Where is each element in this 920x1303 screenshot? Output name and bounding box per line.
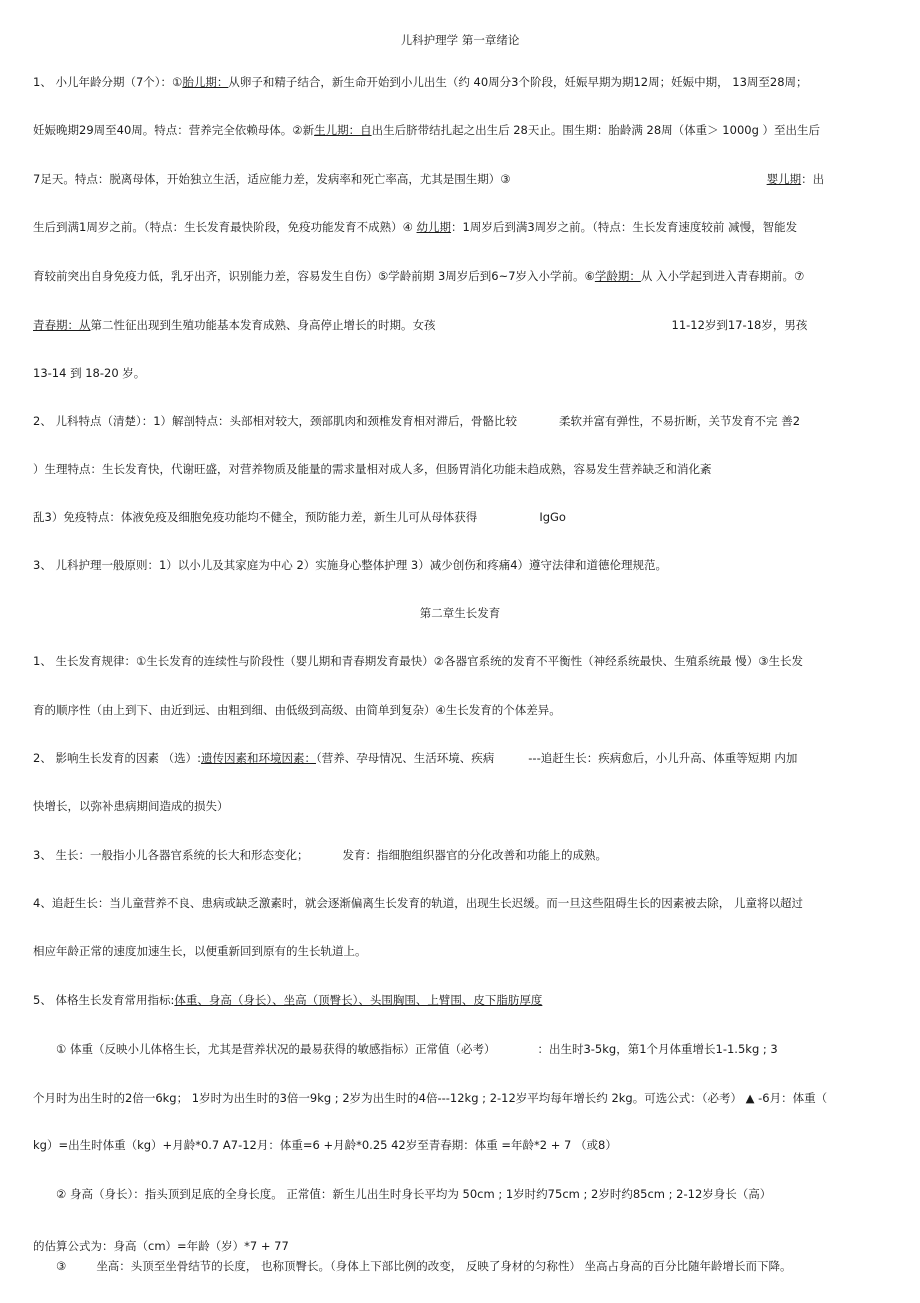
paragraph-line [33, 847, 607, 863]
paragraph-line: ② 身高（身长）：指头顶到足底的全身长度。 正常值：新生儿出生时身长平均为 50cm ; 1岁时约75cm ; 2岁时约85cm ; 2-12岁身长（高） [56, 1187, 772, 1201]
paragraph-line: 13-14 到 18-20 岁。 [33, 366, 146, 380]
text: 柔软并富有弹性，不易折断，关节发育不完 善2 [559, 414, 801, 428]
text: 生后到满1周岁之前。（特点：生长发育最快阶段，免疫功能发育不成熟）④ [33, 220, 417, 234]
text: 7足天。特点：脱离母体，开始独立生活，适应能力差，发病率和死亡率高，尤其是围生期）③ [33, 172, 511, 186]
paragraph-line [56, 1258, 792, 1274]
text: IgGo [539, 510, 566, 524]
paragraph-line [33, 992, 542, 1008]
term-adolescence: 青春期：从 [33, 318, 91, 332]
paragraph-line [56, 1041, 778, 1057]
text: 发育：指细胞组织器官的分化改善和功能上的成熟。 [342, 848, 607, 862]
text: 妊娠晚期29周至40周。特点：营养完全依赖母体。②新 [33, 123, 315, 137]
text: （营养、孕母情况、生活环境、疾病 [316, 751, 495, 765]
paragraph-line: 1、 生长发育规律：①生长发育的连续性与阶段性（婴儿期和青春期发育最快）②各器官系统的发育不平衡性（神经系统最快、生殖系统最 慢）③生长发 [33, 654, 804, 668]
text: ：出生时3-5kg，第1个月体重增长1-1.5kg ; 3 [537, 1042, 778, 1056]
text: 1、 小儿年龄分期（7个）：① [33, 75, 183, 89]
term-infancy: 婴儿期 [766, 172, 802, 186]
paragraph-line: kg）=出生时体重（kg）+月龄*0.7 A7-12月：体重=6 +月龄*0.25 42岁至青春期：体重 =年龄*2 + 7 （或8） [33, 1138, 617, 1152]
text: ---追赶生长：疾病愈后，小儿升高、体重等短期 内加 [528, 751, 798, 765]
paragraph-line [33, 509, 566, 525]
text: 3、 生长：一般指小儿各器官系统的长大和形态变化； [33, 848, 309, 862]
paragraph-line: 3、 儿科护理一般原则：1）以小儿及其家庭为中心 2）实施身心整体护理 3）减少创伤和疼痛4）遵守法律和道德伦理规范。 [33, 558, 668, 572]
text: 育较前突出自身免疫力低，乳牙出齐，识别能力差，容易发生自伤）⑤学龄前期 3周岁后到6~7岁入小学前。⑥ [33, 269, 595, 283]
term-neonatal-period: 生儿期：自 [314, 123, 372, 137]
paragraph-line [33, 122, 820, 138]
text: 从 入小学起到进入青春期前。⑦ [640, 269, 805, 283]
text: 出生后脐带结扎起之出生后 28天止。围生期：胎龄满 28周（体重＞ 1000g ）至出生后 [371, 123, 821, 137]
paragraph-line [33, 413, 800, 429]
paragraph-line: 育的顺序性（由上到下、由近到远、由粗到细、由低级到高级、由简单到复杂）④生长发育的个体差异。 [33, 703, 561, 717]
text: 2、 影响生长发育的因素 （选）: [33, 751, 202, 765]
paragraph-line [33, 171, 824, 187]
text: 第二性征出现到生殖功能基本发育成熟、身高停止增长的时期。女孩 [90, 318, 436, 332]
term-fetal-period: 胎儿期： [182, 75, 229, 89]
text: 11-12岁到17-18岁，男孩 [671, 318, 808, 332]
text: 从卵子和精子结合，新生命开始到小儿出生（约 40周分3个阶段，妊娠早期为期12周；妊娠中期， 13周至28周； [228, 75, 808, 89]
paragraph-line [33, 219, 797, 235]
text: ① 体重（反映小儿体格生长，尤其是营养状况的最易获得的敏感指标）正常值（必考） [56, 1042, 496, 1056]
paragraph-line: 个月时为出生时的2倍一6kg； 1岁时为出生时的3倍一9kg ; 2岁为出生时的4倍---12kg ; 2-12岁平均每年增长约 2kg。可选公式：（必考） ▲ -6月：体重（ [33, 1091, 828, 1105]
text: 5、 体格生长发育常用指标: [33, 993, 175, 1007]
text: ：1周岁后到满3周岁之前。（特点：生长发育速度较前 减慢，智能发 [451, 220, 798, 234]
paragraph-line [33, 317, 807, 333]
term-genetic-environmental: 遗传因素和环境因素： [201, 751, 317, 765]
paragraph-line: 相应年龄正常的速度加速生长，以便重新回到原有的生长轨道上。 [33, 944, 367, 958]
term-toddler: 幼儿期 [416, 220, 452, 234]
term-school-age: 学龄期： [594, 269, 641, 283]
paragraph-line [33, 750, 797, 766]
text: 2、 儿科特点（清楚）：1）解剖特点：头部相对较大，颈部肌肉和颈椎发育相对滞后，骨骼比较 [33, 414, 518, 428]
text: ：出 [801, 172, 825, 186]
paragraph-line: ）生理特点：生长发育快，代谢旺盛，对营养物质及能量的需求量相对成人多，但肠胃消化功能未趋成熟，容易发生营养缺乏和消化紊 [33, 462, 712, 476]
term-growth-indicators: 体重、身高（身长）、坐高（顶臀长）、头围胸围、上臂围、皮下脂肪厚度 [174, 993, 543, 1007]
text: ③ [56, 1259, 67, 1273]
text: 乱3）免疫特点：体液免疫及细胞免疫功能均不健全，预防能力差，新生儿可从母体获得 [33, 510, 478, 524]
chapter-1-title: 儿科护理学 第一章绪论 [400, 33, 520, 47]
text: 坐高：头顶至坐骨结节的长度， 也称顶臀长。（身体上下部比例的改变， 反映了身材的匀称性） 坐高占身高的百分比随年龄增长而下降。 [96, 1259, 792, 1273]
paragraph-line: 4、追赶生长：当儿童营养不良、患病或缺乏激素时，就会逐渐偏离生长发育的轨道，出现生长迟缓。而一旦这些阻碍生长的因素被去除， 儿童将以超过 [33, 896, 803, 910]
paragraph-line [33, 74, 808, 90]
paragraph-line [33, 268, 804, 284]
paragraph-line: 快增长，以弥补患病期间造成的损失） [33, 799, 229, 813]
chapter-2-title: 第二章生长发育 [419, 606, 501, 620]
paragraph-line: 的估算公式为：身高（cm）=年龄（岁）*7 + 77 [33, 1239, 289, 1253]
